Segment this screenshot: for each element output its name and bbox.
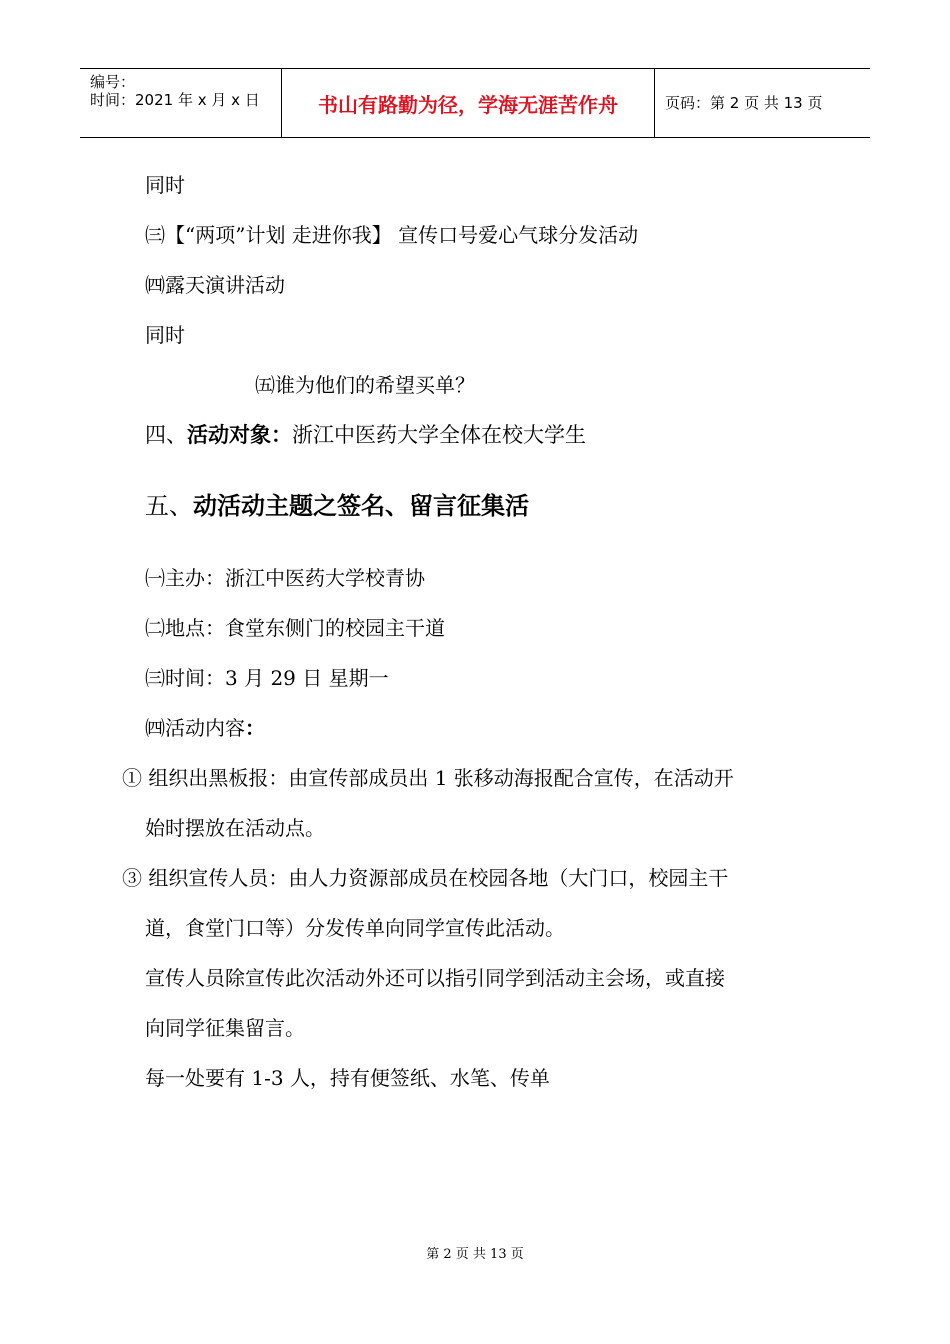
section-label: 活动对象：	[187, 422, 292, 447]
text-line: 同时	[145, 173, 185, 197]
section-heading: 动活动主题之签名、留言征集活	[193, 491, 529, 520]
list-item-continuation: 始时摆放在活动点。	[145, 816, 325, 840]
list-item: ① 组织出黑板报：由宣传部成员出 1 张移动海报配合宣传，在活动开	[122, 766, 734, 790]
document-number-label: 编号：	[90, 73, 136, 91]
header-right-cell	[655, 69, 870, 137]
header-page-info: 页码：第 2 页 共 13 页	[665, 94, 823, 112]
section-number: 四、	[145, 423, 187, 447]
list-item-continuation: 道，食堂门口等）分发传单向同学宣传此活动。	[145, 916, 565, 940]
detail-time: ㈢时间：3 月 29 日 星期一	[145, 666, 389, 690]
paragraph-line: 宣传人员除宣传此次活动外还可以指引同学到活动主会场，或直接	[145, 966, 725, 990]
list-item: ③ 组织宣传人员：由人力资源部成员在校园各地（大门口，校园主干	[122, 866, 729, 890]
header-motto-cell	[282, 69, 655, 137]
page-footer: 第 2 页 共 13 页	[426, 1247, 524, 1262]
text-line: ㈢【“两项”计划 走进你我】 宣传口号爱心气球分发活动	[145, 223, 639, 247]
detail-organizer: ㈠主办：浙江中医药大学校青协	[145, 566, 425, 590]
text-line: 同时	[145, 323, 185, 347]
document-time-label: 时间：2021 年 x 月 x 日	[90, 91, 260, 109]
section-title	[145, 490, 529, 522]
detail-location: ㈡地点：食堂东侧门的校园主干道	[145, 616, 445, 640]
content-label-text: ㈣活动内容	[145, 716, 245, 740]
text-line: ㈤谁为他们的希望买单？	[255, 373, 475, 397]
section-value: 浙江中医药大学全体在校大学生	[292, 423, 586, 447]
header-motto: 书山有路勤为径，学海无涯苦作舟	[318, 93, 618, 117]
section-activity-target	[145, 421, 586, 449]
text-line: ㈣露天演讲活动	[145, 273, 285, 297]
paragraph-line: 向同学征集留言。	[145, 1016, 305, 1040]
content-label-colon: ：	[245, 716, 265, 740]
section-number: 五、	[145, 492, 193, 520]
header-left-cell	[80, 69, 282, 137]
page-header	[80, 68, 870, 138]
paragraph-line: 每一处要有 1-3 人，持有便签纸、水笔、传单	[145, 1066, 550, 1090]
detail-content-label	[145, 715, 265, 741]
